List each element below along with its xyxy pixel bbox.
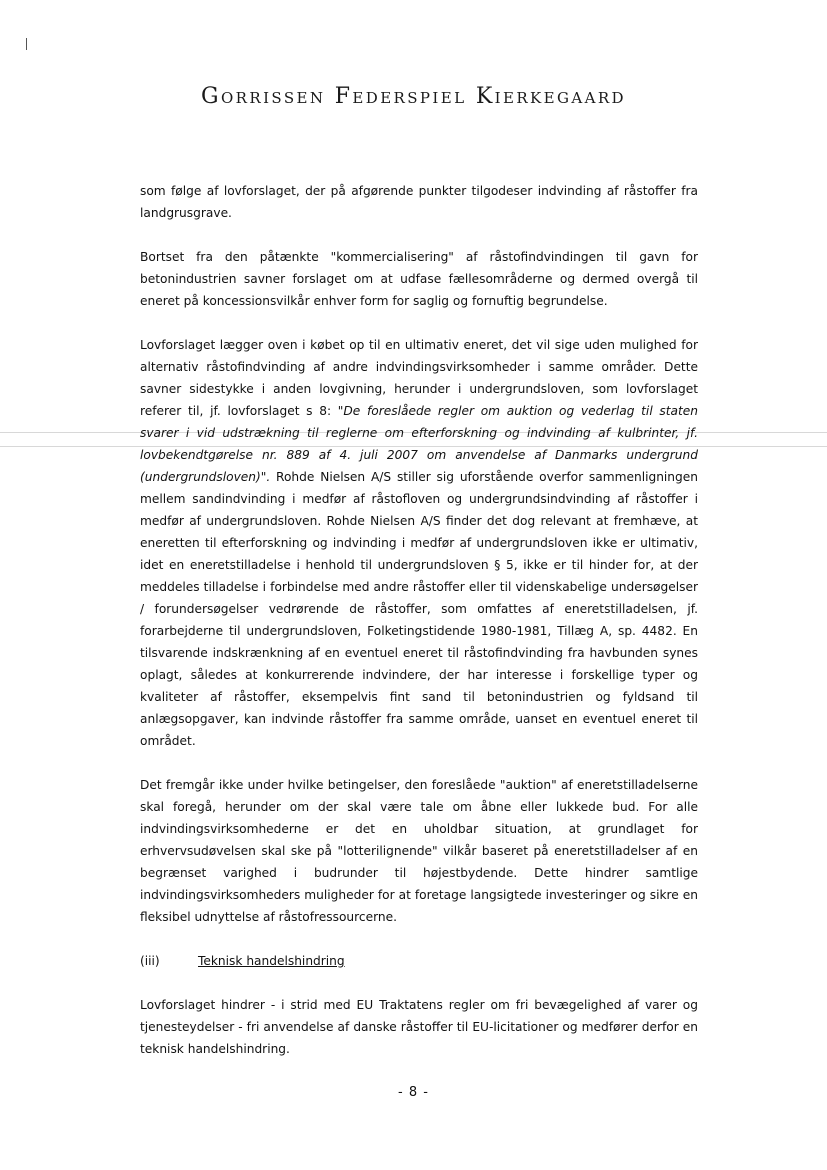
paragraph-3-quote: "De foreslåede regler om auktion og vederlag til staten svarer i vid udstrækning til reglerne om efterforskning og indvinding af kulbrinter, jf. lovbekendtgørelse nr. 889 af 4. juli 2007 om anvendelse af Danmarks undergrund (undergrundsloven)". — [140, 404, 698, 484]
section-number: (iii) — [140, 954, 160, 968]
section-heading — [140, 950, 698, 972]
paragraph-5: Lovforslaget hindrer - i strid med EU Traktatens regler om fri bevægelighed af varer og tjenesteydelser - fri anvendelse af danske råstoffer til EU-licitationer og medfører derfor en teknisk handelshindring. — [140, 998, 698, 1056]
paragraph-2: Bortset fra den påtænkte "kommercialisering" af råstofindvindingen til gavn for betonindustrien savner forslaget om at udfase fællesområderne og dermed overgå til eneret på koncessionsvilkår enhver form for saglig og fornuftig begrundelse. — [140, 250, 698, 308]
paragraph-4: Det fremgår ikke under hvilke betingelser, den foreslåede "auktion" af eneretstilladelserne skal foregå, herunder om der skal være tale om åbne eller lukkede bud. For alle indvindingsvirksomhederne er det en uholdbar situation, at grundlaget for erhvervsudøvelsen skal ske på "lotterilignende" vilkår baseret på eneretstilladelser af en begrænset varighed i budrunder til højestbydende. Dette hindrer samtlige indvindingsvirksomheders muligheder for at foretage langsigtede investeringer og sikre en fleksibel udnyttelse af råstofressourcerne. — [140, 778, 698, 924]
paragraph-3-rest: Rohde Nielsen A/S stiller sig uforstående overfor sammenligningen mellem sandindvinding i medfør af råstofloven og undergrundsindvinding af råstoffer i medfør af undergrundsloven. Rohde Nielsen A/S finder det dog relevant at fremhæve, at eneretten til efterforskning og indvinding i medfør af undergrundsloven ikke er ultimativ, idet en eneretstilladelse i henhold til undergrundsloven § 5, ikke er til hinder for, at der meddeles tilladelse i forbindelse med andre råstoffer eller til videnskabelige undersøgelser / forundersøgelser vedrørende de råstoffer, som omfattes af eneretstilladelsen, jf. forarbejderne til undergrundsloven, Folketingstidende 1980-1981, Tillæg A, sp. 4482. En tilsvarende indskrænkning af en eventuel eneret til råstofindvinding fra havbunden synes oplagt, således at konkurrerende indvindere, der har interesse i forskellige typer og kvaliteter af råstoffer, eksempelvis fint sand til betonindustrien og fyldsand til anlægsopgaver, kan indvinde råstoffer fra samme område, uanset en eventuel eneret til området. — [140, 470, 698, 748]
paragraph-1: som følge af lovforslaget, der på afgørende punkter tilgodeser indvinding af råstoffer fra landgrusgrave. — [140, 184, 698, 220]
paragraph-3 — [140, 334, 698, 752]
paragraph-3-intro: Lovforslaget lægger oven i købet op til en ultimativ eneret, det vil sige uden mulighed for alternativ råstofindvinding af andre indvindingsvirksomheder i samme områder. Dette savner sidestykke i anden lovgivning, herunder i undergrundsloven, som lovforslaget referer til, jf. lovforslaget s 8: — [140, 338, 698, 418]
section-title: Teknisk handelshindring — [198, 954, 345, 968]
margin-mark — [26, 38, 27, 50]
letterhead: Gorrissen Federspiel Kierkegaard — [201, 84, 626, 109]
body-text — [140, 180, 698, 1082]
page-number: - 8 - — [398, 1085, 429, 1100]
